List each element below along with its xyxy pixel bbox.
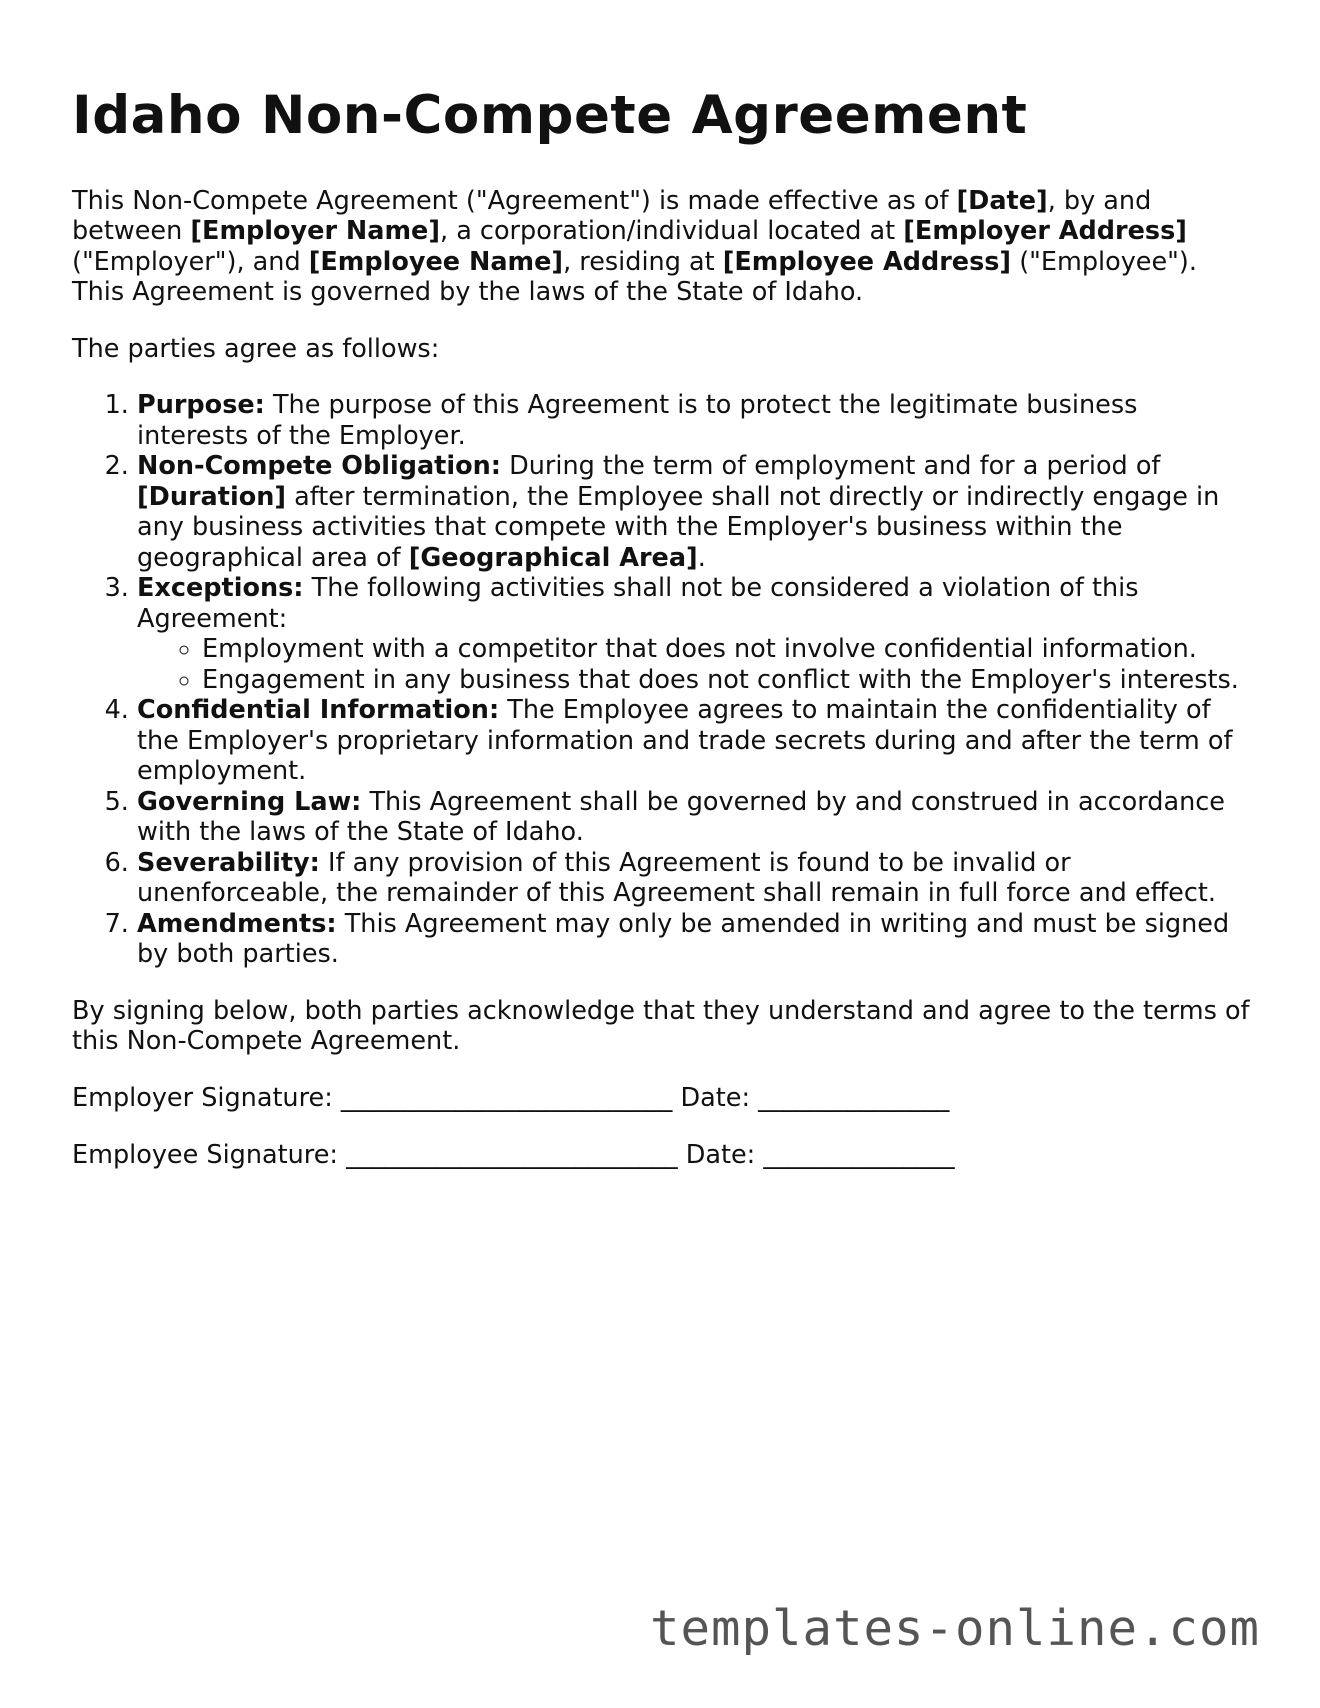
clause-confidential [137,695,1252,787]
exception-item: ◦ Engagement in any business that does not conflict with the Employer's interests. [202,665,1252,696]
clause-label: Non-Compete Obligation: [137,451,501,482]
watermark: templates-online.com [649,1600,1260,1657]
date-placeholder: [Date] [956,185,1048,216]
clause-label: Amendments: [137,908,337,939]
employer-address-placeholder: [Employer Address] [903,216,1187,247]
parties-agree: The parties agree as follows: [72,333,440,364]
page-title: Idaho Non-Compete Agreement [72,85,1028,146]
clause-label: Severability: [137,847,320,878]
document [72,84,1252,1198]
exception-item: ◦ Employment with a competitor that does not involve confidential information. [202,634,1252,665]
clause-exceptions [137,573,1252,695]
clause-label: Confidential Information: [137,695,500,726]
clause-label: Governing Law: [137,786,362,817]
intro-text: , residing at [563,246,723,277]
geographical-area-placeholder: [Geographical Area] [408,542,698,573]
intro-text: ("Employee"). This Agreement is governed by the laws of the State of Idaho. [72,246,1197,308]
employee-address-placeholder: [Employee Address] [722,246,1012,277]
employer-name-placeholder: [Employer Name] [190,216,440,247]
clause-text: The following activities shall not be considered a violation of this Agreement: [137,573,1139,634]
employee-name-placeholder: [Employee Name] [308,246,564,277]
clause-text: after termination, the Employee shall not directly or indirectly engage in any business activities that compete with the Employer's business within the geographical area of [137,481,1220,573]
clause-label: Purpose: [137,390,265,421]
clause-amendments [137,909,1252,970]
exceptions-list [137,634,1252,695]
clause-text: This Agreement may only be amended in writing and must be signed by both parties. [137,908,1230,970]
closing-paragraph: By signing below, both parties acknowledge that they understand and agree to the terms of this Non-Compete Agreement. [72,995,1250,1057]
clause-governing-law [137,787,1252,848]
clause-label: Exceptions: [137,573,304,604]
intro-text: , a corporation/individual located at [439,216,904,247]
clause-severability [137,848,1252,909]
clause-text: The purpose of this Agreement is to protect the legitimate business interests of the Employer. [137,390,1138,451]
clause-list [72,390,1252,970]
clause-purpose [137,390,1252,451]
clause-text: This Agreement shall be governed by and construed in accordance with the laws of the State of Idaho. [137,786,1225,848]
employee-signature-line: Employee Signature: __________________________ Date: _______________ [72,1140,955,1171]
intro-text: ("Employer"), and [72,246,309,277]
clause-text: The Employee agrees to maintain the confidentiality of the Employer's proprietary information and trade secrets during and after the term of employment. [137,695,1233,787]
intro-text: , by and between [72,185,1152,247]
duration-placeholder: [Duration] [137,481,287,512]
clause-non-compete [137,451,1252,573]
employer-signature-line: Employer Signature: __________________________ Date: _______________ [72,1082,950,1113]
intro-text: This Non-Compete Agreement ("Agreement") is made effective as of [72,185,957,216]
intro-paragraph [72,186,1252,308]
clause-text: If any provision of this Agreement is found to be invalid or unenforceable, the remainder of this Agreement shall remain in full force and effect. [137,847,1216,909]
clause-text: . [697,542,706,573]
clause-text: During the term of employment and for a period of [501,451,1161,482]
